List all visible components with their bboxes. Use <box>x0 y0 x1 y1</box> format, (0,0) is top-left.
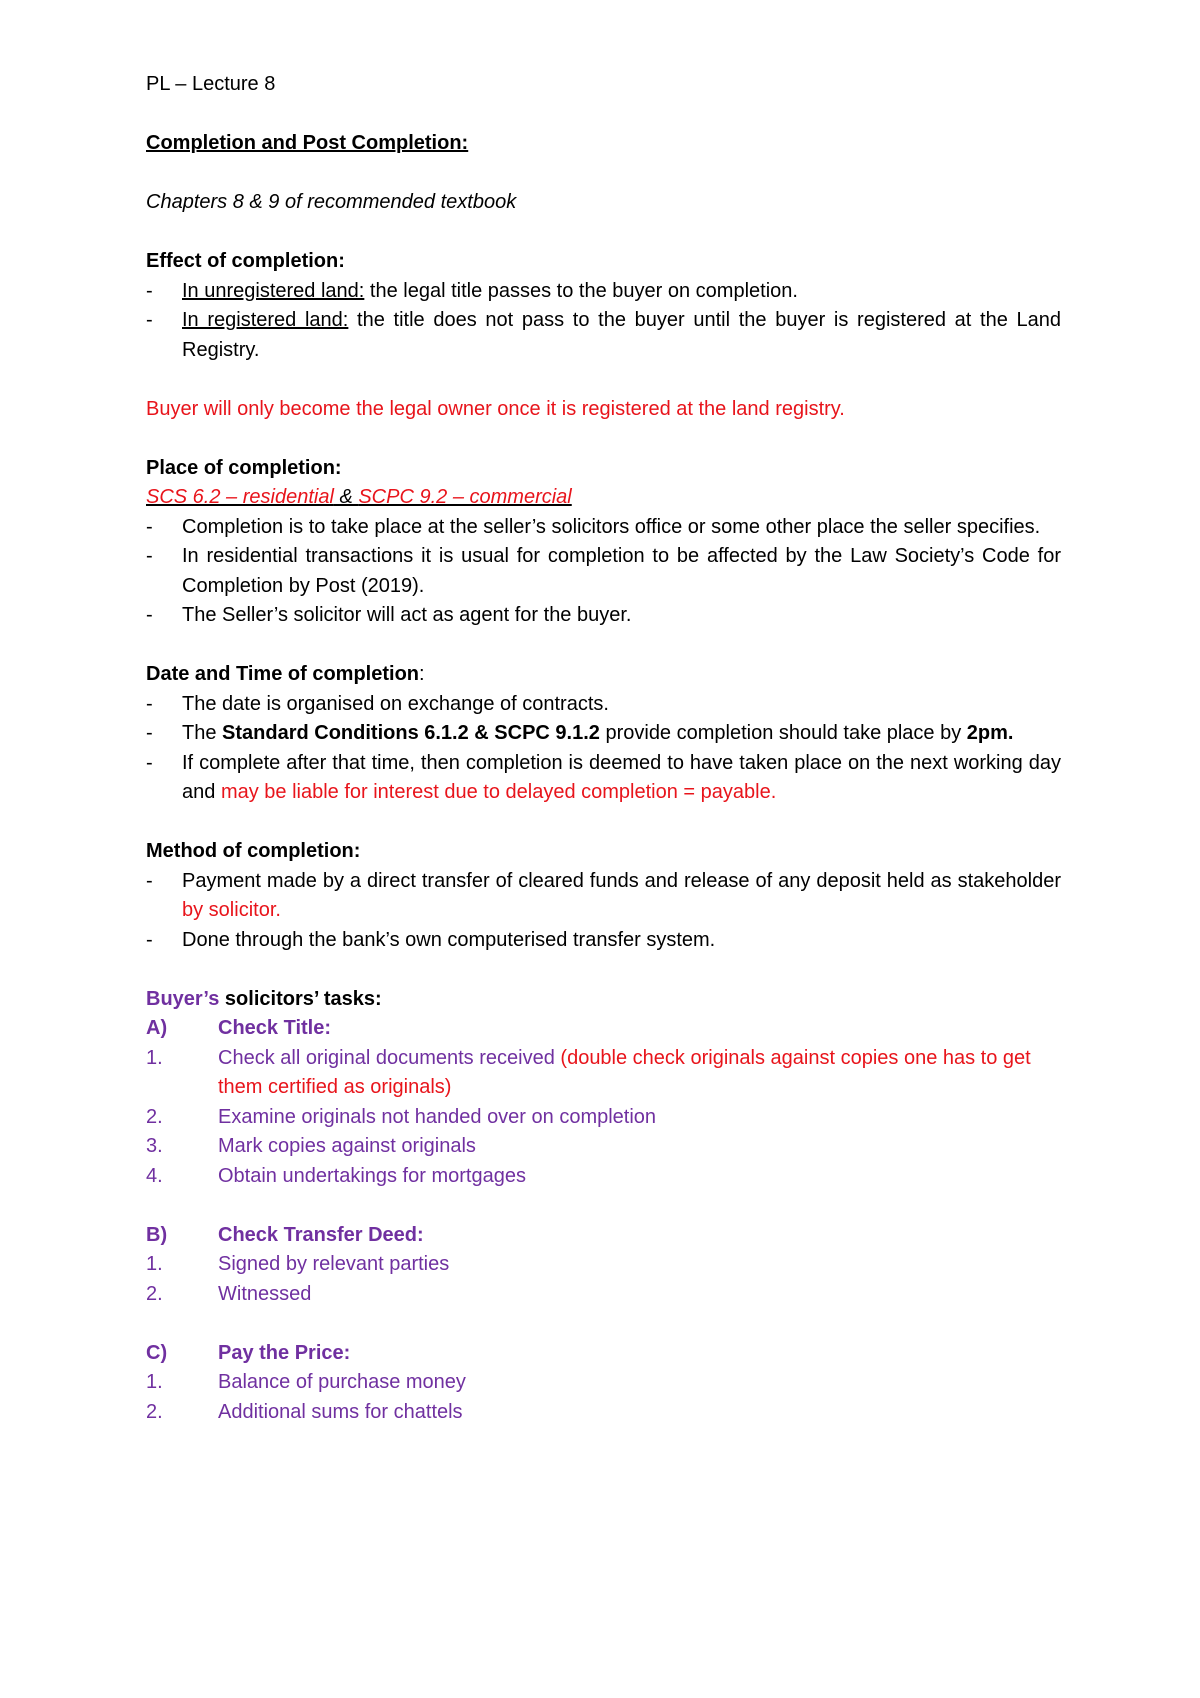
task-item <box>146 1103 1061 1133</box>
effect-item-label: In unregistered land: <box>182 279 365 302</box>
dash-bullet: - <box>146 604 153 626</box>
method-heading: Method of completion: <box>146 840 361 862</box>
place-item <box>146 542 1061 601</box>
item-text: Signed by relevant parties <box>218 1253 450 1275</box>
item-number: 2. <box>146 1105 163 1128</box>
date-item-warning: may be liable for interest due to delayed completion = payable. <box>220 781 777 803</box>
item-text: Obtain undertakings for mortgages <box>218 1164 526 1187</box>
item-text: Check all original documents received <box>218 1046 561 1069</box>
place-item-text: The Seller’s solicitor will act as agent for the buyer. <box>182 604 632 626</box>
date-item-conditions: Standard Conditions 6.1.2 & SCPC 9.1.2 <box>222 722 600 744</box>
item-text: Examine originals not handed over on completion <box>218 1105 657 1128</box>
dash-bullet: - <box>146 279 153 302</box>
date-item-mid: provide completion should take place by <box>599 722 967 744</box>
item-number: 1. <box>146 1371 163 1393</box>
tasks-heading-rest: solicitors’ tasks: <box>219 987 382 1010</box>
item-number: 4. <box>146 1164 163 1187</box>
effect-item <box>146 277 1061 307</box>
item-text: Additional sums for chattels <box>218 1400 463 1423</box>
doc-subtitle: Chapters 8 & 9 of recommended textbook <box>146 191 517 213</box>
date-item-text: The date is organised on exchange of contracts. <box>182 692 609 715</box>
dash-bullet: - <box>146 869 153 892</box>
effect-note: Buyer will only become the legal owner once it is registered at the land registry. <box>146 397 845 420</box>
task-item <box>146 1044 1061 1103</box>
section-title-text: Pay the Price: <box>218 1341 351 1364</box>
effect-item-text: the legal title passes to the buyer on completion. <box>364 279 798 302</box>
document-page <box>146 70 1061 1427</box>
date-heading <box>146 660 1061 690</box>
task-section-title <box>146 1339 1061 1369</box>
tasks-heading <box>146 985 1061 1015</box>
date-heading-colon: : <box>419 663 425 685</box>
item-number: 1. <box>146 1046 163 1069</box>
method-item-red: by solicitor. <box>182 899 281 921</box>
task-item <box>146 1132 1061 1162</box>
item-text: Balance of purchase money <box>218 1371 466 1393</box>
place-item-text: Completion is to take place at the seller’s solicitors office or some other place the seller specifies. <box>182 515 1041 538</box>
date-item-text: If complete after that time, then completion is deemed to have taken place on the next working day and <box>182 751 1061 803</box>
method-item <box>146 867 1061 926</box>
section-marker: C) <box>146 1341 168 1364</box>
ref-residential: SCS 6.2 – residential <box>146 486 334 508</box>
ref-commercial: SCPC 9.2 – commercial <box>358 486 572 508</box>
date-item-time: 2pm. <box>966 722 1014 744</box>
doc-header: PL – Lecture 8 <box>146 73 276 95</box>
item-text: Mark copies against originals <box>218 1135 476 1157</box>
task-item <box>146 1162 1061 1192</box>
date-item <box>146 749 1061 808</box>
effect-item-label: In registered land: <box>182 309 349 331</box>
doc-title: Completion and Post Completion: <box>146 132 469 154</box>
dash-bullet: - <box>146 309 153 331</box>
effect-item-text: the title does not pass to the buyer until the buyer is registered at the Land Registry. <box>182 309 1061 361</box>
item-note: (double check originals against copies one has to get them certified as originals) <box>218 1046 1031 1098</box>
date-item <box>146 719 1061 749</box>
item-number: 2. <box>146 1282 163 1305</box>
ref-ampersand: & <box>333 486 359 508</box>
place-item <box>146 513 1061 543</box>
item-number: 3. <box>146 1135 163 1157</box>
task-item <box>146 1250 1061 1280</box>
item-number: 1. <box>146 1253 163 1275</box>
task-item <box>146 1398 1061 1428</box>
dash-bullet: - <box>146 722 153 744</box>
task-section-title <box>146 1221 1061 1251</box>
place-reference <box>146 483 1061 513</box>
dash-bullet: - <box>146 928 153 951</box>
section-marker: A) <box>146 1017 168 1039</box>
date-item-pre: The <box>182 722 223 744</box>
dash-bullet: - <box>146 751 153 774</box>
dash-bullet: - <box>146 545 153 567</box>
method-item-text: Payment made by a direct transfer of cleared funds and release of any deposit held as stakeholder <box>182 869 1061 892</box>
effect-item <box>146 306 1061 365</box>
date-heading-text: Date and Time of completion <box>146 663 419 685</box>
dash-bullet: - <box>146 515 153 538</box>
item-text: Witnessed <box>218 1282 312 1305</box>
task-item <box>146 1368 1061 1398</box>
method-item-text: Done through the bank’s own computerised transfer system. <box>182 928 716 951</box>
section-title-text: Check Title: <box>218 1017 331 1039</box>
place-item <box>146 601 1061 631</box>
task-item <box>146 1280 1061 1310</box>
item-number: 2. <box>146 1400 163 1423</box>
dash-bullet: - <box>146 692 153 715</box>
section-title-text: Check Transfer Deed: <box>218 1223 424 1246</box>
section-marker: B) <box>146 1223 168 1246</box>
place-item-text: In residential transactions it is usual for completion to be affected by the Law Society’s Code for Completion by Post (2019). <box>182 545 1061 597</box>
tasks-heading-buyer: Buyer’s <box>146 987 220 1010</box>
date-item <box>146 690 1061 720</box>
method-item <box>146 926 1061 956</box>
task-section-title <box>146 1014 1061 1044</box>
place-heading: Place of completion: <box>146 456 342 479</box>
effect-heading: Effect of completion: <box>146 250 345 272</box>
